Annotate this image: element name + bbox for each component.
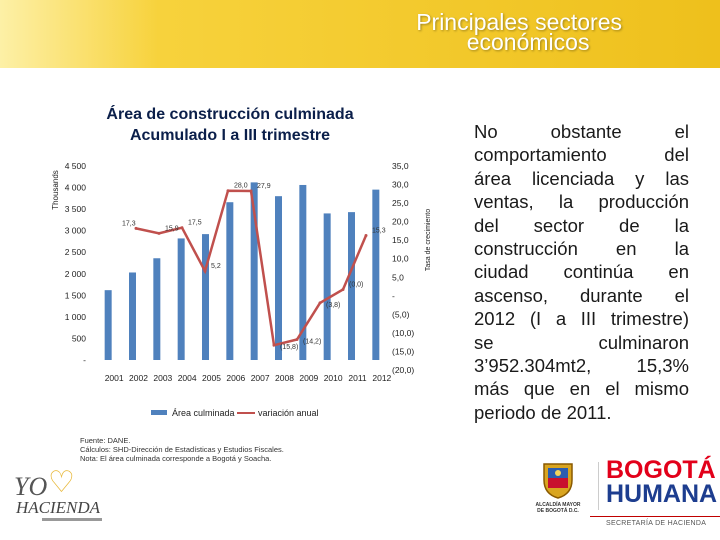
source-line2: Cálculos: SHD-Dirección de Estadísticas y Estudios Fiscales.: [80, 445, 284, 454]
y-tick-label: 500: [71, 333, 86, 344]
body-line: construcción en la: [474, 238, 689, 260]
line-point: [273, 344, 276, 347]
line-data-label: (15,8): [280, 344, 299, 352]
y-tick-label: 2 000: [64, 268, 86, 279]
x-tick-label: 2005: [202, 373, 221, 383]
line-point: [181, 226, 184, 229]
line-data-label: 28,0: [234, 182, 248, 190]
x-tick-label: 2010: [323, 373, 343, 383]
logo-divider: [598, 462, 599, 510]
body-line: 2012 (I a III trimestre): [474, 308, 689, 330]
logo-hacienda-text: HACIENDA: [16, 498, 101, 517]
line-data-label: 15,3: [372, 227, 386, 235]
chart-title-line1: Área de construcción culminada: [106, 106, 354, 123]
bar-mark: [105, 290, 112, 360]
x-tick-label: 2004: [177, 373, 197, 383]
logo-humana-text: HUMANA: [606, 480, 718, 508]
y2-tick-label: 25,0: [392, 198, 409, 209]
body-line: ventas, la producción: [474, 191, 689, 213]
body-line: del sector de la: [474, 214, 689, 236]
bar-mark: [372, 190, 379, 360]
x-tick-label: 2006: [226, 373, 246, 383]
line-point: [250, 190, 253, 193]
bar-mark: [275, 196, 282, 360]
x-tick-label: 2008: [275, 373, 294, 383]
y2-tick-label: 5,0: [392, 272, 404, 283]
bar-series: [105, 182, 380, 360]
line-point: [319, 301, 322, 304]
x-tick-label: 2009: [299, 373, 319, 383]
y2-tick-label: (15,0): [392, 346, 415, 357]
body-line: área licenciada y las: [474, 167, 689, 189]
y-tick-label: 3 500: [64, 204, 86, 215]
bar-mark: [178, 238, 185, 360]
y-tick-label: 3 000: [64, 225, 86, 236]
y2-tick-label: (20,0): [392, 365, 415, 375]
footer-line: [590, 516, 720, 517]
x-tick-label: 2002: [129, 373, 148, 383]
source-note: [80, 436, 284, 463]
body-line: se culminaron: [474, 331, 689, 353]
logo-bogota-text: BOGOTÁ: [606, 456, 716, 484]
y2-tick-label: 10,0: [392, 253, 409, 264]
bar-mark: [324, 213, 331, 360]
y2-tick-label: -: [392, 290, 395, 301]
x-tick-label: 2003: [153, 373, 173, 383]
line-data-label: 27,9: [257, 183, 271, 191]
legend-bar-swatch: [151, 410, 167, 415]
bar-mark: [153, 258, 160, 360]
x-tick-label: 2007: [250, 373, 270, 383]
page-title-line1: Principales sectores: [416, 9, 622, 35]
line-data-label: 17,3: [122, 220, 136, 228]
logo-yo-text: YO: [14, 472, 48, 501]
chart-title-line2: Acumulado I a III trimestre: [129, 127, 331, 144]
y-tick-label: 1 000: [64, 311, 86, 322]
line-point: [365, 234, 368, 237]
line-data-label: (14,2): [303, 338, 322, 346]
line-point: [342, 288, 345, 291]
bogota-humana-logo: [606, 458, 717, 506]
body-line: ascenso, durante el: [474, 284, 689, 306]
x-tick-label: 2012: [372, 373, 392, 383]
alcaldia-line2: DE BOGOTÁ D.C.: [537, 508, 579, 514]
body-line: 3’952.304mt2, 15,3%: [474, 355, 689, 377]
y2-tick-label: (5,0): [392, 309, 410, 320]
source-line3: Nota: El área culminada corresponde a Bogotá y Soacha.: [80, 454, 272, 463]
y2-tick-label: 35,0: [392, 161, 409, 171]
y2-tick-label: (10,0): [392, 327, 415, 338]
x-tick-label: 2011: [348, 373, 367, 383]
body-line: más que en el mismo: [474, 378, 689, 400]
alcaldia-line1: ALCALDÍA MAYOR: [535, 502, 581, 508]
line-point: [296, 338, 299, 341]
y-tick-label: -: [83, 355, 86, 365]
coat-of-arms-icon: [540, 460, 576, 500]
logo-underline: [42, 518, 102, 521]
y-tick-label: 4 000: [64, 182, 86, 193]
y2-tick-label: 15,0: [392, 235, 409, 246]
line-point: [158, 232, 161, 235]
line-data-label: 5,2: [211, 263, 221, 271]
y2-axis-title: Tasa de crecimiento: [425, 208, 432, 272]
bar-mark: [226, 202, 233, 360]
y2-tick-label: 30,0: [392, 179, 409, 190]
y-tick-label: 2 500: [64, 247, 86, 258]
body-line: comportamiento del: [474, 144, 689, 166]
line-data-label: (3,8): [326, 301, 341, 309]
line-point: [227, 189, 230, 192]
heart-icon: ♡: [48, 466, 75, 499]
source-line1: Fuente: DANE.: [80, 436, 131, 445]
yo-hacienda-logo: [12, 468, 107, 528]
chart-legend: [151, 408, 319, 418]
line-data-label: (0,0): [349, 281, 364, 289]
line-point: [204, 270, 207, 273]
line-data-label: 15,9: [165, 225, 179, 233]
y-tick-label: 4 500: [64, 161, 86, 171]
line-data-label: 17,5: [188, 219, 202, 227]
body-line: No obstante el: [474, 121, 689, 142]
alcaldia-label: [516, 502, 600, 514]
body-line: periodo de 2011.: [474, 401, 612, 423]
footer-secretaria: SECRETARÍA DE HACIENDA: [606, 520, 707, 527]
x-tick-label: 2001: [104, 373, 124, 383]
bar-mark: [129, 272, 136, 360]
legend-label: variación anual: [258, 408, 319, 418]
y-tick-label: 1 500: [64, 290, 86, 301]
y-axis-title: Thousands: [51, 170, 60, 210]
y2-tick-label: 20,0: [392, 216, 409, 227]
page-title-line2: económicos: [466, 29, 590, 55]
legend-label: Área culminada: [172, 408, 235, 418]
bar-mark: [202, 234, 209, 360]
body-line: ciudad continúa en: [474, 261, 689, 283]
body-text: [474, 120, 689, 424]
